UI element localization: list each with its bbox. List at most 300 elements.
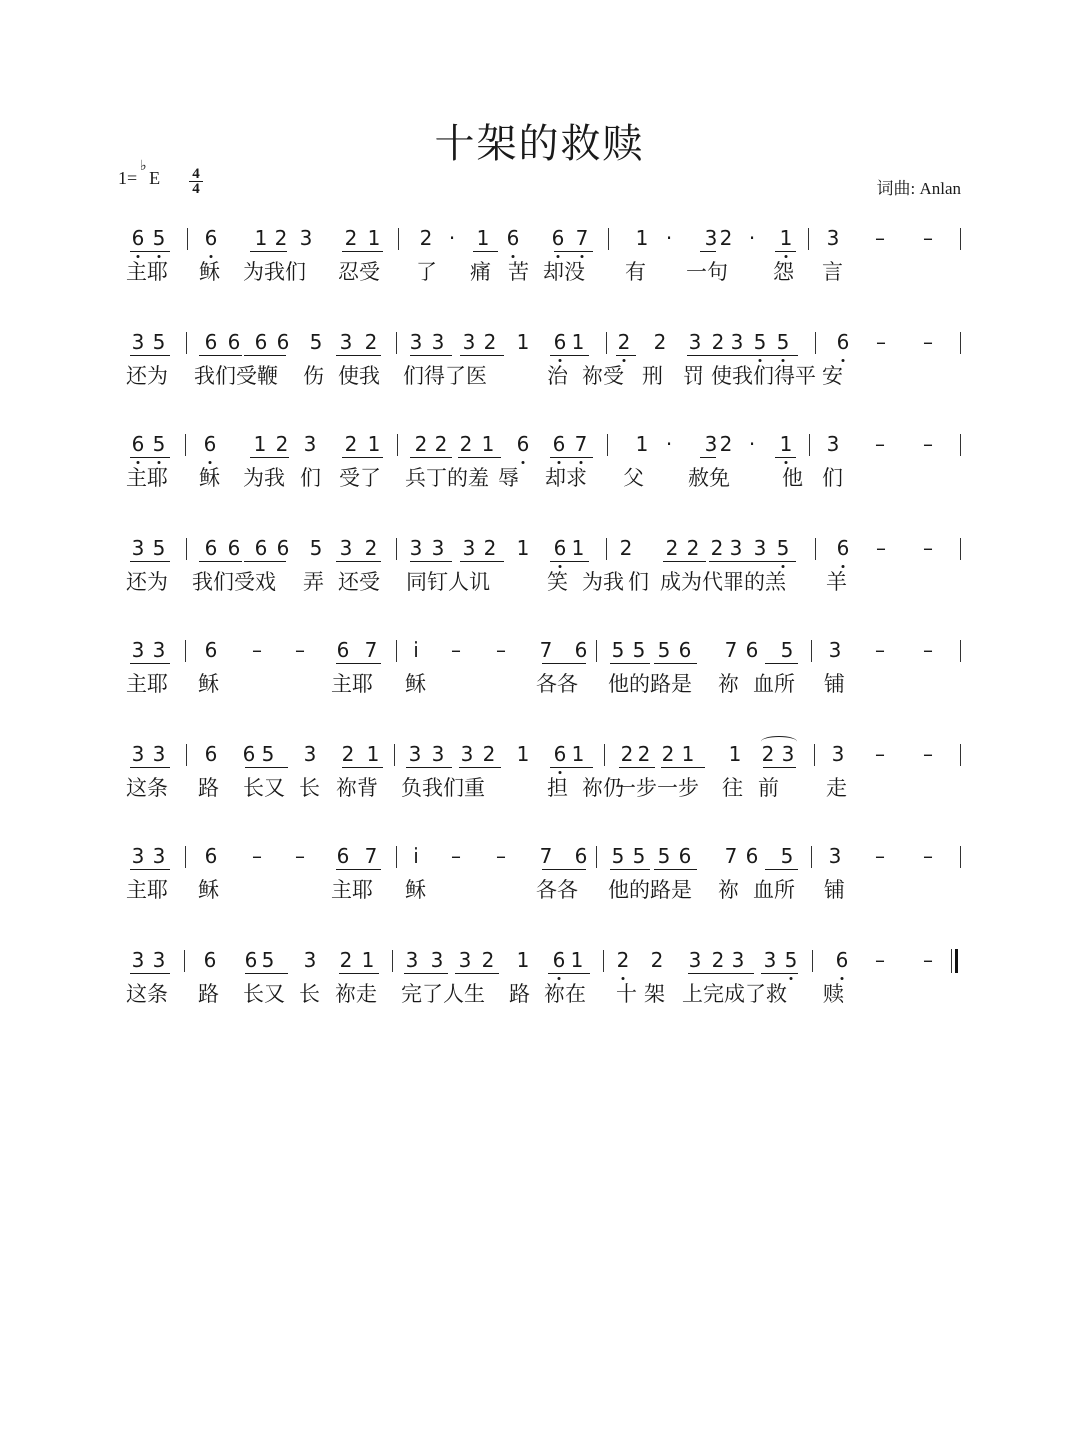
note: 3	[152, 948, 166, 972]
lyric-word: 们	[822, 466, 843, 490]
note: 7	[364, 844, 378, 868]
note: 6	[336, 638, 350, 662]
note: 3	[688, 330, 702, 354]
note: 7	[539, 844, 553, 868]
eighth-underline	[459, 767, 501, 768]
sustain-dash: –	[923, 742, 933, 766]
lyric-word: 长	[299, 982, 320, 1006]
lyric-word: 主耶	[331, 878, 373, 902]
notation-line	[126, 734, 966, 774]
eighth-underline	[130, 561, 170, 562]
note: 1	[361, 948, 375, 972]
barline	[814, 744, 815, 766]
eighth-underline	[130, 251, 170, 252]
sustain-dash: –	[876, 536, 886, 560]
lyric-word: 刑	[642, 364, 663, 388]
note: 1	[253, 432, 267, 456]
sustain-dash: –	[923, 638, 933, 662]
note: 6	[131, 432, 145, 456]
lyric-word: 这条	[126, 982, 168, 1006]
note: 6	[553, 536, 567, 560]
barline	[607, 434, 608, 456]
note: 3	[826, 432, 840, 456]
lyric-word: 受了	[339, 466, 381, 490]
note: 1	[635, 226, 649, 250]
note: 6	[204, 742, 218, 766]
lyric-word: 各各	[536, 672, 578, 696]
note: 6	[254, 330, 268, 354]
eighth-underline	[458, 457, 501, 458]
eighth-underline	[550, 457, 593, 458]
sustain-dash: –	[875, 948, 885, 972]
note: 3	[303, 948, 317, 972]
eighth-underline	[336, 355, 381, 356]
barline	[960, 538, 961, 560]
lyrics-line	[126, 568, 966, 598]
lyrics-line	[126, 876, 966, 906]
barline	[187, 228, 188, 250]
lyric-word: 赦免	[688, 466, 730, 490]
note: 1	[481, 432, 495, 456]
note: 3	[408, 742, 422, 766]
barline	[185, 434, 186, 456]
notation-line	[126, 528, 966, 568]
lyric-word: 稣	[405, 672, 426, 696]
note: 2	[711, 948, 725, 972]
note: 2	[761, 742, 775, 766]
eighth-underline	[610, 663, 650, 664]
note: 2	[482, 742, 496, 766]
note: 6	[836, 330, 850, 354]
sustain-dash: –	[295, 844, 305, 868]
lyric-word: 一步一步	[615, 776, 699, 800]
note: 2	[483, 330, 497, 354]
eighth-underline	[410, 561, 452, 562]
sustain-dash: –	[451, 638, 461, 662]
note: 3	[730, 330, 744, 354]
note: 6	[254, 536, 268, 560]
barline	[396, 640, 397, 662]
note: 1	[571, 742, 585, 766]
augmentation-dot: ·	[448, 226, 456, 250]
eighth-underline	[661, 767, 705, 768]
eighth-underline	[460, 355, 504, 356]
lyric-word: 担	[547, 776, 568, 800]
sustain-dash: –	[876, 330, 886, 354]
barline	[392, 950, 393, 972]
note: 6	[553, 330, 567, 354]
lyric-word: 父	[623, 466, 644, 490]
note: 3	[303, 742, 317, 766]
sustain-dash: –	[923, 536, 933, 560]
note: 3	[831, 742, 845, 766]
lyric-word: 我们受戏	[192, 570, 276, 594]
note: 3	[431, 536, 445, 560]
note: 3	[430, 948, 444, 972]
lyric-word: 兵丁的羞	[405, 466, 489, 490]
note: 1	[367, 226, 381, 250]
lyric-word: 稣	[199, 466, 220, 490]
note: 3	[753, 536, 767, 560]
notation-line	[126, 630, 966, 670]
lyric-word: 主耶	[126, 672, 168, 696]
note: 5	[776, 536, 790, 560]
lyrics-line	[126, 774, 966, 804]
note: 5	[780, 844, 794, 868]
lyric-word: 同钉人讥	[406, 570, 490, 594]
note: 1	[571, 536, 585, 560]
barline	[811, 640, 812, 662]
lyric-word: 我们受鞭	[194, 364, 278, 388]
note: 6	[336, 844, 350, 868]
note: 6	[242, 742, 256, 766]
lyric-word: 主耶	[331, 672, 373, 696]
lyric-word: 稣	[198, 672, 219, 696]
barline	[596, 640, 597, 662]
sustain-dash: –	[496, 638, 506, 662]
lyric-word: 羊	[826, 570, 847, 594]
augmentation-dot: ·	[665, 226, 673, 250]
note: 2	[719, 226, 733, 250]
lyric-word: 却求	[545, 466, 587, 490]
note: 5	[611, 844, 625, 868]
lyric-word: 架	[644, 982, 665, 1006]
final-barline	[955, 949, 958, 973]
note: 3	[131, 638, 145, 662]
eighth-underline	[342, 251, 383, 252]
barline	[596, 846, 597, 868]
credit-line: 词曲: Anlan	[876, 179, 961, 198]
note: 6	[131, 226, 145, 250]
lyric-word: 负我们重	[401, 776, 485, 800]
sustain-dash: –	[496, 844, 506, 868]
lyrics-line	[126, 980, 966, 1010]
lyric-word: 怨	[773, 260, 794, 284]
score-system-1	[0, 218, 1079, 308]
eighth-underline	[752, 355, 798, 356]
note: 2	[710, 536, 724, 560]
note: 2	[719, 432, 733, 456]
barline	[396, 538, 397, 560]
sustain-dash: –	[875, 226, 885, 250]
lyric-word: 十	[616, 982, 637, 1006]
note: 5	[152, 330, 166, 354]
note: 2	[650, 948, 664, 972]
flat-sign: ♭	[140, 159, 147, 174]
lyric-word: 还受	[338, 570, 380, 594]
lyric-word: 祢	[718, 672, 739, 696]
lyric-word: 使我	[338, 364, 380, 388]
augmentation-dot: ·	[748, 432, 756, 456]
note: 7	[539, 638, 553, 662]
barline	[186, 744, 187, 766]
note: 6	[745, 844, 759, 868]
eighth-underline	[548, 973, 590, 974]
note: 1	[681, 742, 695, 766]
lyric-word: 为我们	[243, 260, 306, 284]
score-system-7	[0, 836, 1079, 926]
eighth-underline	[554, 251, 593, 252]
barline	[960, 332, 961, 354]
note: 2	[481, 948, 495, 972]
key-note: E	[149, 168, 161, 188]
note: 6	[678, 844, 692, 868]
lyric-word: 往	[722, 776, 743, 800]
note: 6	[227, 536, 241, 560]
note: 5	[261, 948, 275, 972]
note: 6	[551, 226, 565, 250]
eighth-underline	[244, 561, 286, 562]
lyric-word: 安	[822, 364, 843, 388]
barline	[398, 228, 399, 250]
eighth-underline	[406, 767, 452, 768]
barline	[396, 332, 397, 354]
barline	[603, 950, 604, 972]
barline	[186, 332, 187, 354]
eighth-underline	[339, 973, 379, 974]
note: 7	[724, 844, 738, 868]
eighth-underline	[775, 251, 796, 252]
barline	[951, 949, 952, 973]
note: 7	[364, 638, 378, 662]
tie-arc	[761, 736, 797, 747]
note: 3	[688, 948, 702, 972]
lyric-word: 罚	[683, 364, 704, 388]
note: 3	[131, 330, 145, 354]
barline	[960, 744, 961, 766]
sustain-dash: –	[252, 844, 262, 868]
eighth-underline	[700, 251, 716, 252]
eighth-underline	[130, 355, 170, 356]
note: 5	[657, 844, 671, 868]
note: 5	[776, 330, 790, 354]
barline	[808, 228, 809, 250]
eighth-underline	[336, 663, 381, 664]
lyrics-line	[126, 362, 966, 392]
lyric-word: 还为	[126, 364, 168, 388]
note: 5	[152, 226, 166, 250]
barline	[186, 538, 187, 560]
note: 2	[344, 226, 358, 250]
score-system-5	[0, 630, 1079, 720]
note: 6	[276, 330, 290, 354]
note: 2	[483, 536, 497, 560]
lyric-word: 们	[628, 570, 649, 594]
eighth-underline	[619, 767, 655, 768]
lyric-word: 笑	[547, 570, 568, 594]
note: 6	[204, 536, 218, 560]
eighth-underline	[775, 457, 796, 458]
note: 1	[516, 742, 530, 766]
time-signature	[188, 167, 204, 196]
lyric-word: 祢背	[336, 776, 378, 800]
note: 5	[657, 638, 671, 662]
eighth-underline	[473, 251, 498, 252]
note: 2	[617, 330, 631, 354]
eighth-underline	[342, 767, 383, 768]
eighth-underline	[542, 869, 586, 870]
lyric-word: 稣	[198, 878, 219, 902]
note: 3	[460, 742, 474, 766]
note: 1	[476, 226, 490, 250]
lyric-word: 这条	[126, 776, 168, 800]
note: 3	[704, 226, 718, 250]
lyric-word: 伤	[303, 364, 324, 388]
notation-line	[126, 940, 966, 980]
sustain-dash: –	[923, 948, 933, 972]
eighth-underline	[610, 869, 650, 870]
eighth-underline	[550, 767, 593, 768]
barline	[812, 950, 813, 972]
sustain-dash: –	[923, 432, 933, 456]
eighth-underline	[687, 355, 754, 356]
lyric-word: 成为代罪的羔	[660, 570, 786, 594]
note: 2	[364, 536, 378, 560]
note: 3	[431, 742, 445, 766]
lyric-word: 长又	[243, 982, 285, 1006]
note: 1	[366, 742, 380, 766]
note: 6	[574, 844, 588, 868]
eighth-underline	[761, 973, 798, 974]
lyric-word: 他	[782, 466, 803, 490]
note: 3	[828, 844, 842, 868]
lyric-word: 路	[509, 982, 530, 1006]
lyric-word: 血所	[753, 672, 795, 696]
note: 3	[131, 742, 145, 766]
note: 2	[414, 432, 428, 456]
lyric-word: 治	[547, 364, 568, 388]
barline	[606, 332, 607, 354]
note: 1	[516, 330, 530, 354]
eighth-underline	[752, 561, 796, 562]
notation-line	[126, 836, 966, 876]
note: 5	[780, 638, 794, 662]
lyric-word: 前	[758, 776, 779, 800]
barline	[185, 640, 186, 662]
augmentation-dot: ·	[748, 226, 756, 250]
note: 3	[458, 948, 472, 972]
notation-line	[126, 218, 966, 258]
eighth-underline	[765, 869, 798, 870]
lyric-word: 铺	[824, 672, 845, 696]
note: 2	[661, 742, 675, 766]
note: 2	[686, 536, 700, 560]
augmentation-dot: ·	[665, 432, 673, 456]
lyric-word: 言	[822, 260, 843, 284]
barline	[397, 434, 398, 456]
lyric-word: 祢在	[544, 982, 586, 1006]
note: 6	[204, 226, 218, 250]
note: 3	[828, 638, 842, 662]
lyric-word: 忍受	[338, 260, 380, 284]
note: 3	[339, 330, 353, 354]
note: 5	[152, 536, 166, 560]
note: 6	[506, 226, 520, 250]
lyric-word: 他的路是	[608, 878, 692, 902]
note: 6	[574, 638, 588, 662]
lyric-word: 一句	[686, 260, 728, 284]
note: 3	[409, 330, 423, 354]
lyric-word: 稣	[405, 878, 426, 902]
note: 3	[781, 742, 795, 766]
note: 6	[836, 536, 850, 560]
barline	[604, 744, 605, 766]
eighth-underline	[336, 561, 381, 562]
lyric-word: 祢受	[582, 364, 624, 388]
note: 1	[571, 330, 585, 354]
lyric-word: 祢仍	[582, 776, 624, 800]
note: 6	[203, 948, 217, 972]
lyric-word: 痛	[470, 260, 491, 284]
eighth-underline	[455, 973, 499, 974]
lyric-word: 铺	[824, 878, 845, 902]
notation-line	[126, 424, 966, 464]
lyric-word: 祢	[718, 878, 739, 902]
eighth-underline	[130, 663, 170, 664]
key-signature	[118, 159, 161, 189]
note: 6	[244, 948, 258, 972]
sustain-dash: –	[252, 638, 262, 662]
note: 3	[131, 536, 145, 560]
eighth-underline	[654, 663, 697, 664]
lyric-word: 辱	[498, 466, 519, 490]
note: 6	[276, 536, 290, 560]
sustain-dash: –	[451, 844, 461, 868]
eighth-underline	[245, 767, 288, 768]
eighth-underline	[250, 251, 287, 252]
notation-line	[126, 322, 966, 362]
note: 3	[152, 844, 166, 868]
eighth-underline	[550, 561, 589, 562]
score-system-6	[0, 734, 1079, 824]
note: 6	[678, 638, 692, 662]
note: 5	[309, 536, 323, 560]
note: 2	[434, 432, 448, 456]
note: 5	[632, 638, 646, 662]
barline	[608, 228, 609, 250]
note: 2	[637, 742, 651, 766]
note: 6	[745, 638, 759, 662]
eighth-underline	[709, 561, 754, 562]
note: 7	[575, 226, 589, 250]
note: 7	[724, 638, 738, 662]
note: 6	[553, 742, 567, 766]
note: 5	[632, 844, 646, 868]
note: 1	[570, 948, 584, 972]
score-system-2	[0, 322, 1079, 412]
lyric-word: 主耶	[126, 466, 168, 490]
eighth-underline	[130, 457, 170, 458]
eighth-underline	[199, 561, 242, 562]
note: 1	[635, 432, 649, 456]
lyric-word: 们得了医	[403, 364, 487, 388]
note: 6	[204, 844, 218, 868]
sustain-dash: –	[875, 432, 885, 456]
note: 1	[779, 432, 793, 456]
note: 6	[552, 432, 566, 456]
barline	[185, 846, 186, 868]
note: 3	[299, 226, 313, 250]
eighth-underline	[616, 355, 636, 356]
sustain-dash: –	[875, 638, 885, 662]
note: 3	[431, 330, 445, 354]
note: 5	[309, 330, 323, 354]
eighth-underline	[763, 767, 796, 768]
note: 5	[753, 330, 767, 354]
lyric-word: 各各	[536, 878, 578, 902]
key-prefix: 1=	[118, 168, 138, 188]
note: 3	[462, 536, 476, 560]
